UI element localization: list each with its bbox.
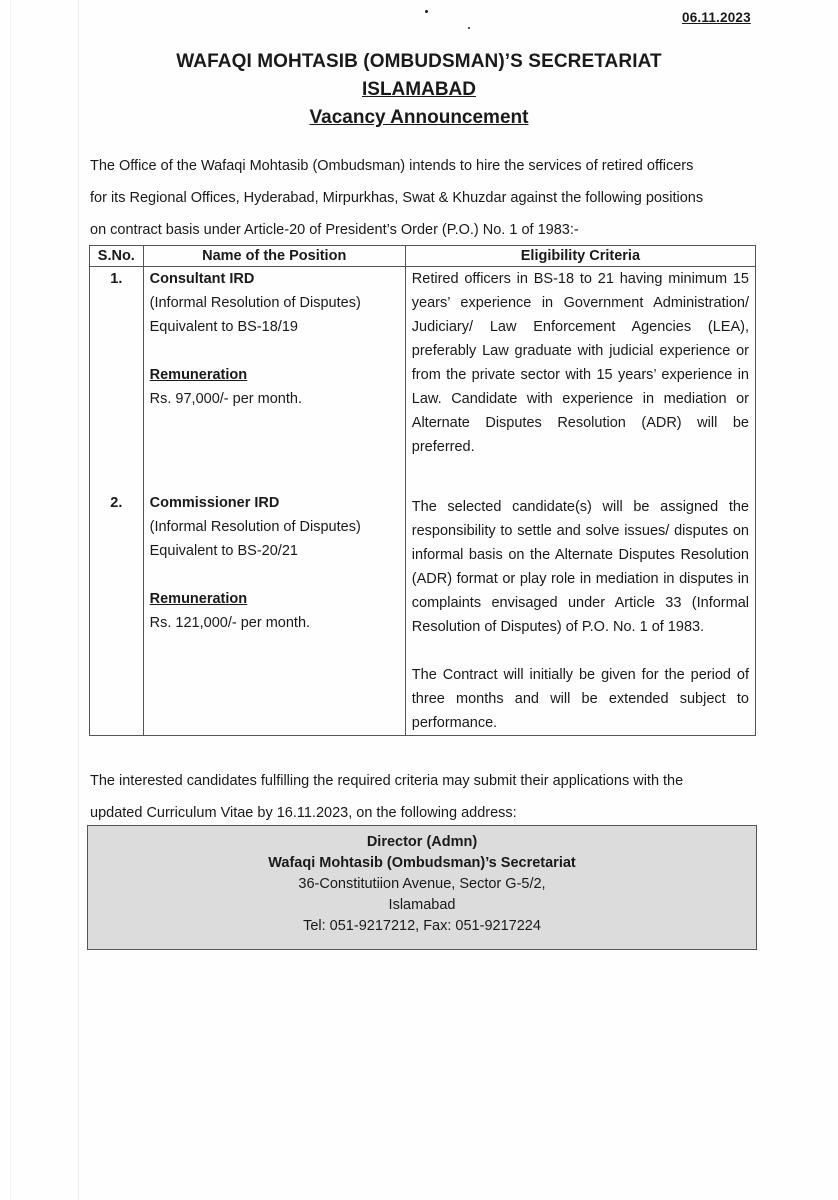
city-title: ISLAMABAD: [362, 79, 476, 100]
intro-line: on contract basis under Article-20 of President’s Order (P.O.) No. 1 of 1983:-: [90, 222, 579, 238]
outro-line: updated Curriculum Vitae by 16.11.2023, on the following address:: [90, 805, 517, 821]
position-subtitle: (Informal Resolution of Disputes): [149, 295, 361, 311]
remuneration-value: Rs. 121,000/- per month.: [149, 615, 311, 631]
address-box: [87, 825, 757, 950]
position-title: Consultant IRD: [149, 271, 255, 287]
vacancy-table: [89, 245, 756, 736]
eligibility-text: The selected candidate(s) will be assigned the responsibility to settle and solve issues/ disputes on informal basis on the Alternate Disputes Resolution (ADR) format or play role in mediation in disputes in complaints envisaged under Article 33 (Informal Resolution of Disputes) of P.O. No. 1 of 1983.: [411, 499, 749, 635]
intro-line: The Office of the Wafaqi Mohtasib (Ombudsman) intends to hire the services of retired officers: [90, 158, 694, 174]
submission-paragraph: [90, 765, 762, 829]
scan-artifact-line: [10, 0, 11, 1200]
row-eligibility: [405, 267, 755, 484]
table-header-row: [90, 246, 756, 267]
address-organization: Wafaqi Mohtasib (Ombudsman)’s Secretariat: [268, 855, 576, 871]
intro-line: for its Regional Offices, Hyderabad, Mirpurkhas, Swat & Khuzdar against the following positions: [90, 190, 704, 206]
scan-artifact-line: [78, 0, 79, 1200]
header-position: Name of the Position: [143, 246, 405, 267]
row-position: [143, 483, 405, 736]
announcement-title: Vacancy Announcement: [309, 107, 529, 128]
position-equivalent: Equivalent to BS-18/19: [149, 319, 298, 335]
row-sno-value: 2.: [110, 495, 123, 511]
table-row: [90, 483, 756, 736]
outro-line: The interested candidates fulfilling the required criteria may submit their applications with the: [90, 773, 684, 789]
remuneration-label: Remuneration: [149, 591, 248, 607]
remuneration-value: Rs. 97,000/- per month.: [149, 391, 302, 407]
row-position: [143, 267, 405, 484]
document-date: 06.11.2023: [682, 10, 751, 25]
header-eligibility: Eligibility Criteria: [405, 246, 755, 267]
position-subtitle: (Informal Resolution of Disputes): [149, 519, 361, 535]
remuneration-label: Remuneration: [149, 367, 248, 383]
intro-paragraph: [90, 150, 758, 246]
position-equivalent: Equivalent to BS-20/21: [149, 543, 298, 559]
row-sno: [90, 483, 144, 736]
position-title: Commissioner IRD: [149, 495, 280, 511]
eligibility-text: Retired officers in BS-18 to 21 having minimum 15 years’ experience in Government Administration/ Judiciary/ Law Enforcement Agencies (LEA), preferably Law graduate with judicial experience or from the private sector with 15 years’ experience in Law. Candidate with experience in mediation or Alternate Disputes Resolution (ADR) will be preferred.: [411, 271, 749, 455]
row-eligibility: [405, 483, 755, 736]
address-title: Director (Admn): [366, 834, 478, 850]
scan-speck: [425, 10, 428, 13]
contract-note: The Contract will initially be given for the period of three months and will be extended subject to performance.: [411, 667, 749, 731]
scan-speck: [468, 27, 470, 29]
organization-title: WAFAQI MOHTASIB (OMBUDSMAN)’S SECRETARIAT: [176, 51, 662, 72]
header-sno: S.No.: [90, 246, 144, 267]
row-sno: 1.: [90, 267, 144, 484]
document-header: [0, 48, 838, 132]
address-city: Islamabad: [388, 897, 456, 913]
address-contact: Tel: 051-9217212, Fax: 051-9217224: [303, 918, 541, 934]
table-row: [90, 267, 756, 484]
address-street: 36-Constitutiion Avenue, Sector G-5/2,: [298, 876, 546, 892]
